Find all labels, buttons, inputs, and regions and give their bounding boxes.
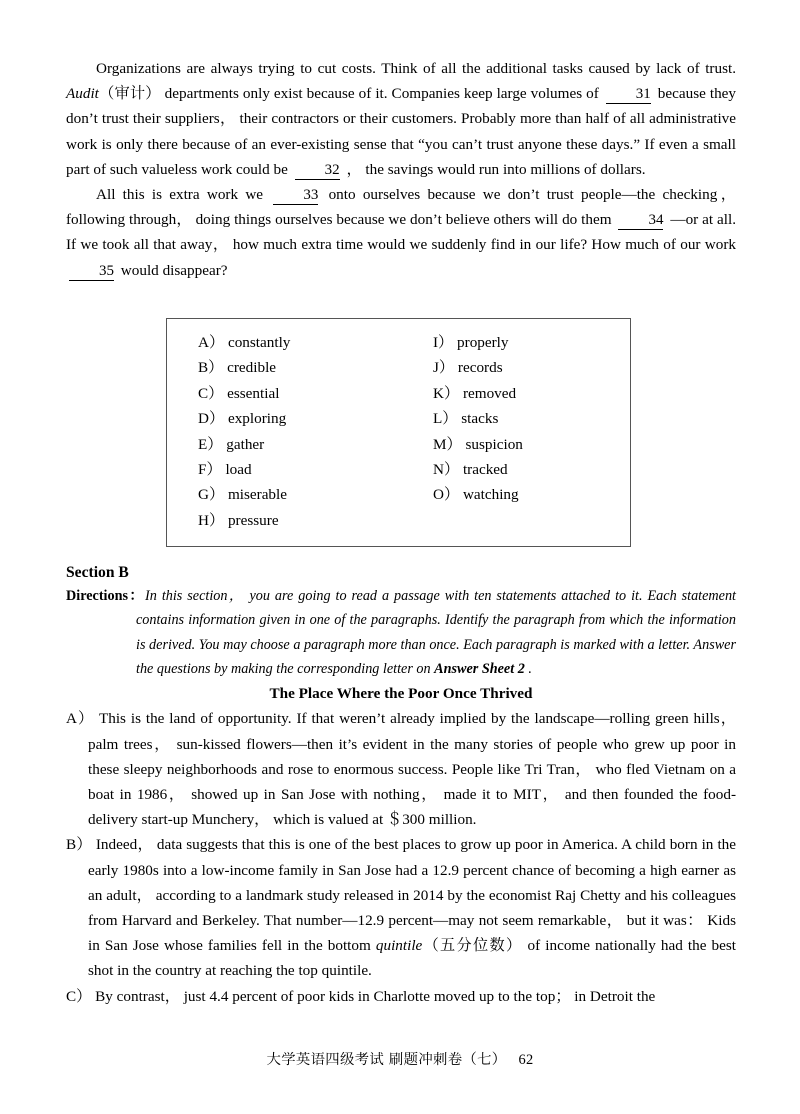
word-bank-column-left [167, 330, 395, 533]
option-word: properly [453, 334, 509, 351]
option-letter: D） [198, 410, 225, 428]
word-bank-column-right [395, 330, 630, 533]
option-letter: M） [433, 435, 462, 453]
option-word: credible [223, 359, 277, 377]
option-word: records [454, 359, 503, 377]
word-bank-option-removed[interactable] [433, 381, 630, 406]
word-bank-box [166, 318, 631, 547]
paragraph-label: A） [66, 710, 95, 728]
option-letter: I） [433, 334, 454, 351]
paragraph-label: C） [66, 987, 92, 1005]
word-bank-option-stacks[interactable] [433, 406, 630, 431]
passage-paragraph-B: B） Indeed， data suggests that this is one of the best places to grow up poor in America. A child born in the early 1980s into a low-income family in San Jose had a 12.9 percent chance of becoming a high earner as an adult， according to a landmark study released in 2014 by the economist Raj Chetty and his colleagues from Harvard and Berkeley. That number—12.9 percent—may not seem remarkable， but it was： Kids in San Jose whose families fell in the bottom quintile（五分位数） of income nationally had the best shot in the country at reaching the top quintile. [66, 836, 736, 980]
option-word: watching [459, 486, 519, 504]
option-letter: C） [198, 384, 224, 402]
section-b-heading: Section B [66, 563, 129, 581]
word-bank-option-load[interactable] [198, 457, 395, 482]
option-letter: L） [433, 410, 458, 428]
footer-page-number: 62 [518, 1052, 534, 1068]
option-letter: H） [198, 511, 225, 529]
option-letter: G） [198, 486, 225, 504]
option-letter: E） [198, 435, 223, 453]
word-bank-option-essential[interactable] [198, 381, 395, 406]
word-bank-grid [167, 330, 630, 533]
paragraph-label: B） [66, 836, 92, 854]
word-bank-option-tracked[interactable] [433, 457, 630, 482]
passage-title: The Place Where the Poor Once Thrived [269, 685, 533, 703]
option-word: miserable [224, 486, 287, 504]
word-bank-option-pressure[interactable] [198, 508, 395, 533]
word-bank-option-gather[interactable] [198, 432, 395, 457]
cloze-blank-32[interactable]: 32 [295, 161, 340, 180]
footer-exam-name: 大学英语四级考试 刷题冲刺卷（七） [266, 1052, 507, 1068]
directions-block [66, 584, 736, 682]
option-letter: J） [433, 359, 455, 377]
paragraph-cut-costs: Organizations are always trying to cut costs. Think of all the additional tasks caused by lack of trust. Audit（审计） departments only exist because of it. Companies keep large volumes of 31 because they don’t trust their suppliers， their contractors or their customers. Probably more than half of all administrative work is only there because of an ever-existing sense that “you can’t trust anyone these days.” If even a small part of such valueless work could be 32 ， the savings would run into millions of dollars. [66, 60, 736, 178]
option-letter: F） [198, 461, 222, 479]
option-letter: B） [198, 359, 224, 377]
passage-paragraphs [66, 706, 736, 1008]
cloze-blank-34[interactable]: 34 [618, 211, 663, 230]
word-bank-option-suspicion[interactable] [433, 432, 630, 457]
word-bank-option-properly[interactable] [433, 330, 630, 355]
option-letter: O） [433, 486, 460, 504]
italic-term: Audit [66, 85, 99, 103]
option-word: stacks [457, 410, 499, 428]
passage-paragraph-A: A） This is the land of opportunity. If that weren’t already implied by the landscape—rolling green hills， palm trees， sun-kissed flowers—then it’s evident in the many stories of people who grew up poor in these sleepy neighborhoods and rose to enormous success. People like Tri Tran， who fled Vietnam on a boat in 1986， showed up in San Jose with nothing， made it to MIT， and then founded the food-delivery start-up Munchery， which is valued at ＄300 million. [66, 710, 736, 829]
option-word: gather [222, 435, 265, 453]
option-letter: A） [198, 334, 225, 351]
page-content [66, 56, 736, 1009]
passage-paragraph-C: C） By contrast， just 4.4 percent of poor kids in Charlotte moved up to the top； in Detroit the [66, 987, 656, 1005]
page-footer [0, 1048, 800, 1069]
word-bank-option-credible[interactable] [198, 355, 395, 380]
option-word: load [221, 461, 252, 479]
word-bank-option-watching[interactable] [433, 482, 630, 507]
cloze-blank-31[interactable]: 31 [606, 85, 651, 104]
option-word: constantly [224, 334, 291, 351]
option-word: pressure [224, 511, 279, 529]
cloze-blank-35[interactable]: 35 [69, 262, 114, 281]
option-letter: K） [433, 384, 460, 402]
option-word: exploring [224, 410, 287, 428]
paragraph-extra-work: All this is extra work we 33 onto ourselves because we don’t trust people—the checking， following through， doing things ourselves because we don’t believe others will do them 34 —or at all. If we took all that away， how much extra time would we suddenly find in our life? How much of our work 35 would disappear? [66, 186, 737, 279]
directions-sentence-1: In this section， you are going to read a passage with ten statements attached to it. Each statement contains information given in one of the paragraphs. Identify the paragraph from which the information is derived. You may choose a paragraph more than once. Each paragraph is marked with a letter. Answer the questions by making the corresponding letter on [136, 587, 736, 678]
directions-text [66, 584, 736, 682]
option-word: suspicion [461, 435, 523, 453]
option-word: removed [459, 384, 517, 402]
directions-label: Directions： [66, 587, 146, 604]
word-bank-option-exploring[interactable] [198, 406, 395, 431]
option-letter: N） [433, 461, 460, 479]
directions-sentence-2: . [524, 661, 532, 678]
answer-sheet-emphasis: Answer Sheet 2 [434, 661, 525, 678]
option-word: tracked [459, 461, 508, 479]
italic-term: quintile [375, 937, 423, 955]
word-bank-option-constantly[interactable] [198, 330, 395, 355]
option-word: essential [223, 384, 280, 402]
word-bank-option-records[interactable] [433, 355, 630, 380]
word-bank-option-miserable[interactable] [198, 482, 395, 507]
cloze-blank-33[interactable]: 33 [273, 186, 318, 205]
